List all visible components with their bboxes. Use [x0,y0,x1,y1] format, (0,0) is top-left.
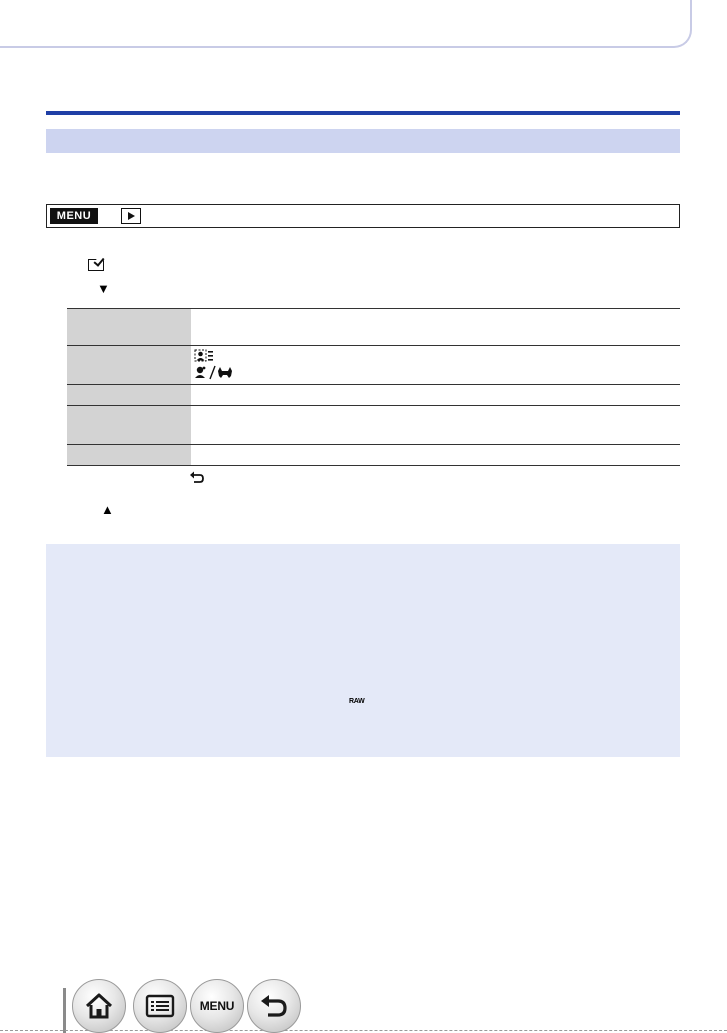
menu-button[interactable] [190,979,244,1033]
option-key-cell [67,309,191,345]
return-icon [189,470,205,486]
table-row [67,346,680,385]
option-value-cell [191,309,680,345]
table-row [67,445,680,466]
raw-mark: RAW [349,698,365,705]
menu-button-label: MENU [199,999,235,1013]
footer-rule [63,988,66,1033]
home-button[interactable] [72,979,126,1033]
contents-button[interactable] [133,979,187,1033]
table-row [67,406,680,445]
baby-pet-icon [194,365,234,380]
home-icon [84,992,114,1020]
option-value-cell [191,445,680,465]
notes-box [46,544,680,757]
menu-badge: MENU [50,208,98,224]
table-row [67,385,680,406]
triangle-down-icon: ▼ [97,281,110,296]
header-frame [0,0,692,48]
menu-path-box [46,204,680,228]
option-key-cell [67,406,191,444]
table-row [67,309,680,346]
option-key-cell [67,445,191,465]
option-value-cell [191,346,680,384]
section-header-bar [46,129,680,153]
face-recognition-icon [194,349,214,363]
option-value-cell [191,385,680,405]
select-picture-icon [88,259,104,271]
title-rule [46,111,680,115]
back-button[interactable] [247,979,301,1033]
triangle-up-icon: ▲ [101,502,114,517]
option-value-cell [191,406,680,444]
list-icon [145,994,175,1018]
options-table [67,308,680,466]
option-key-cell [67,346,191,384]
playback-menu-icon [121,208,141,224]
back-arrow-icon [259,993,289,1019]
option-key-cell [67,385,191,405]
